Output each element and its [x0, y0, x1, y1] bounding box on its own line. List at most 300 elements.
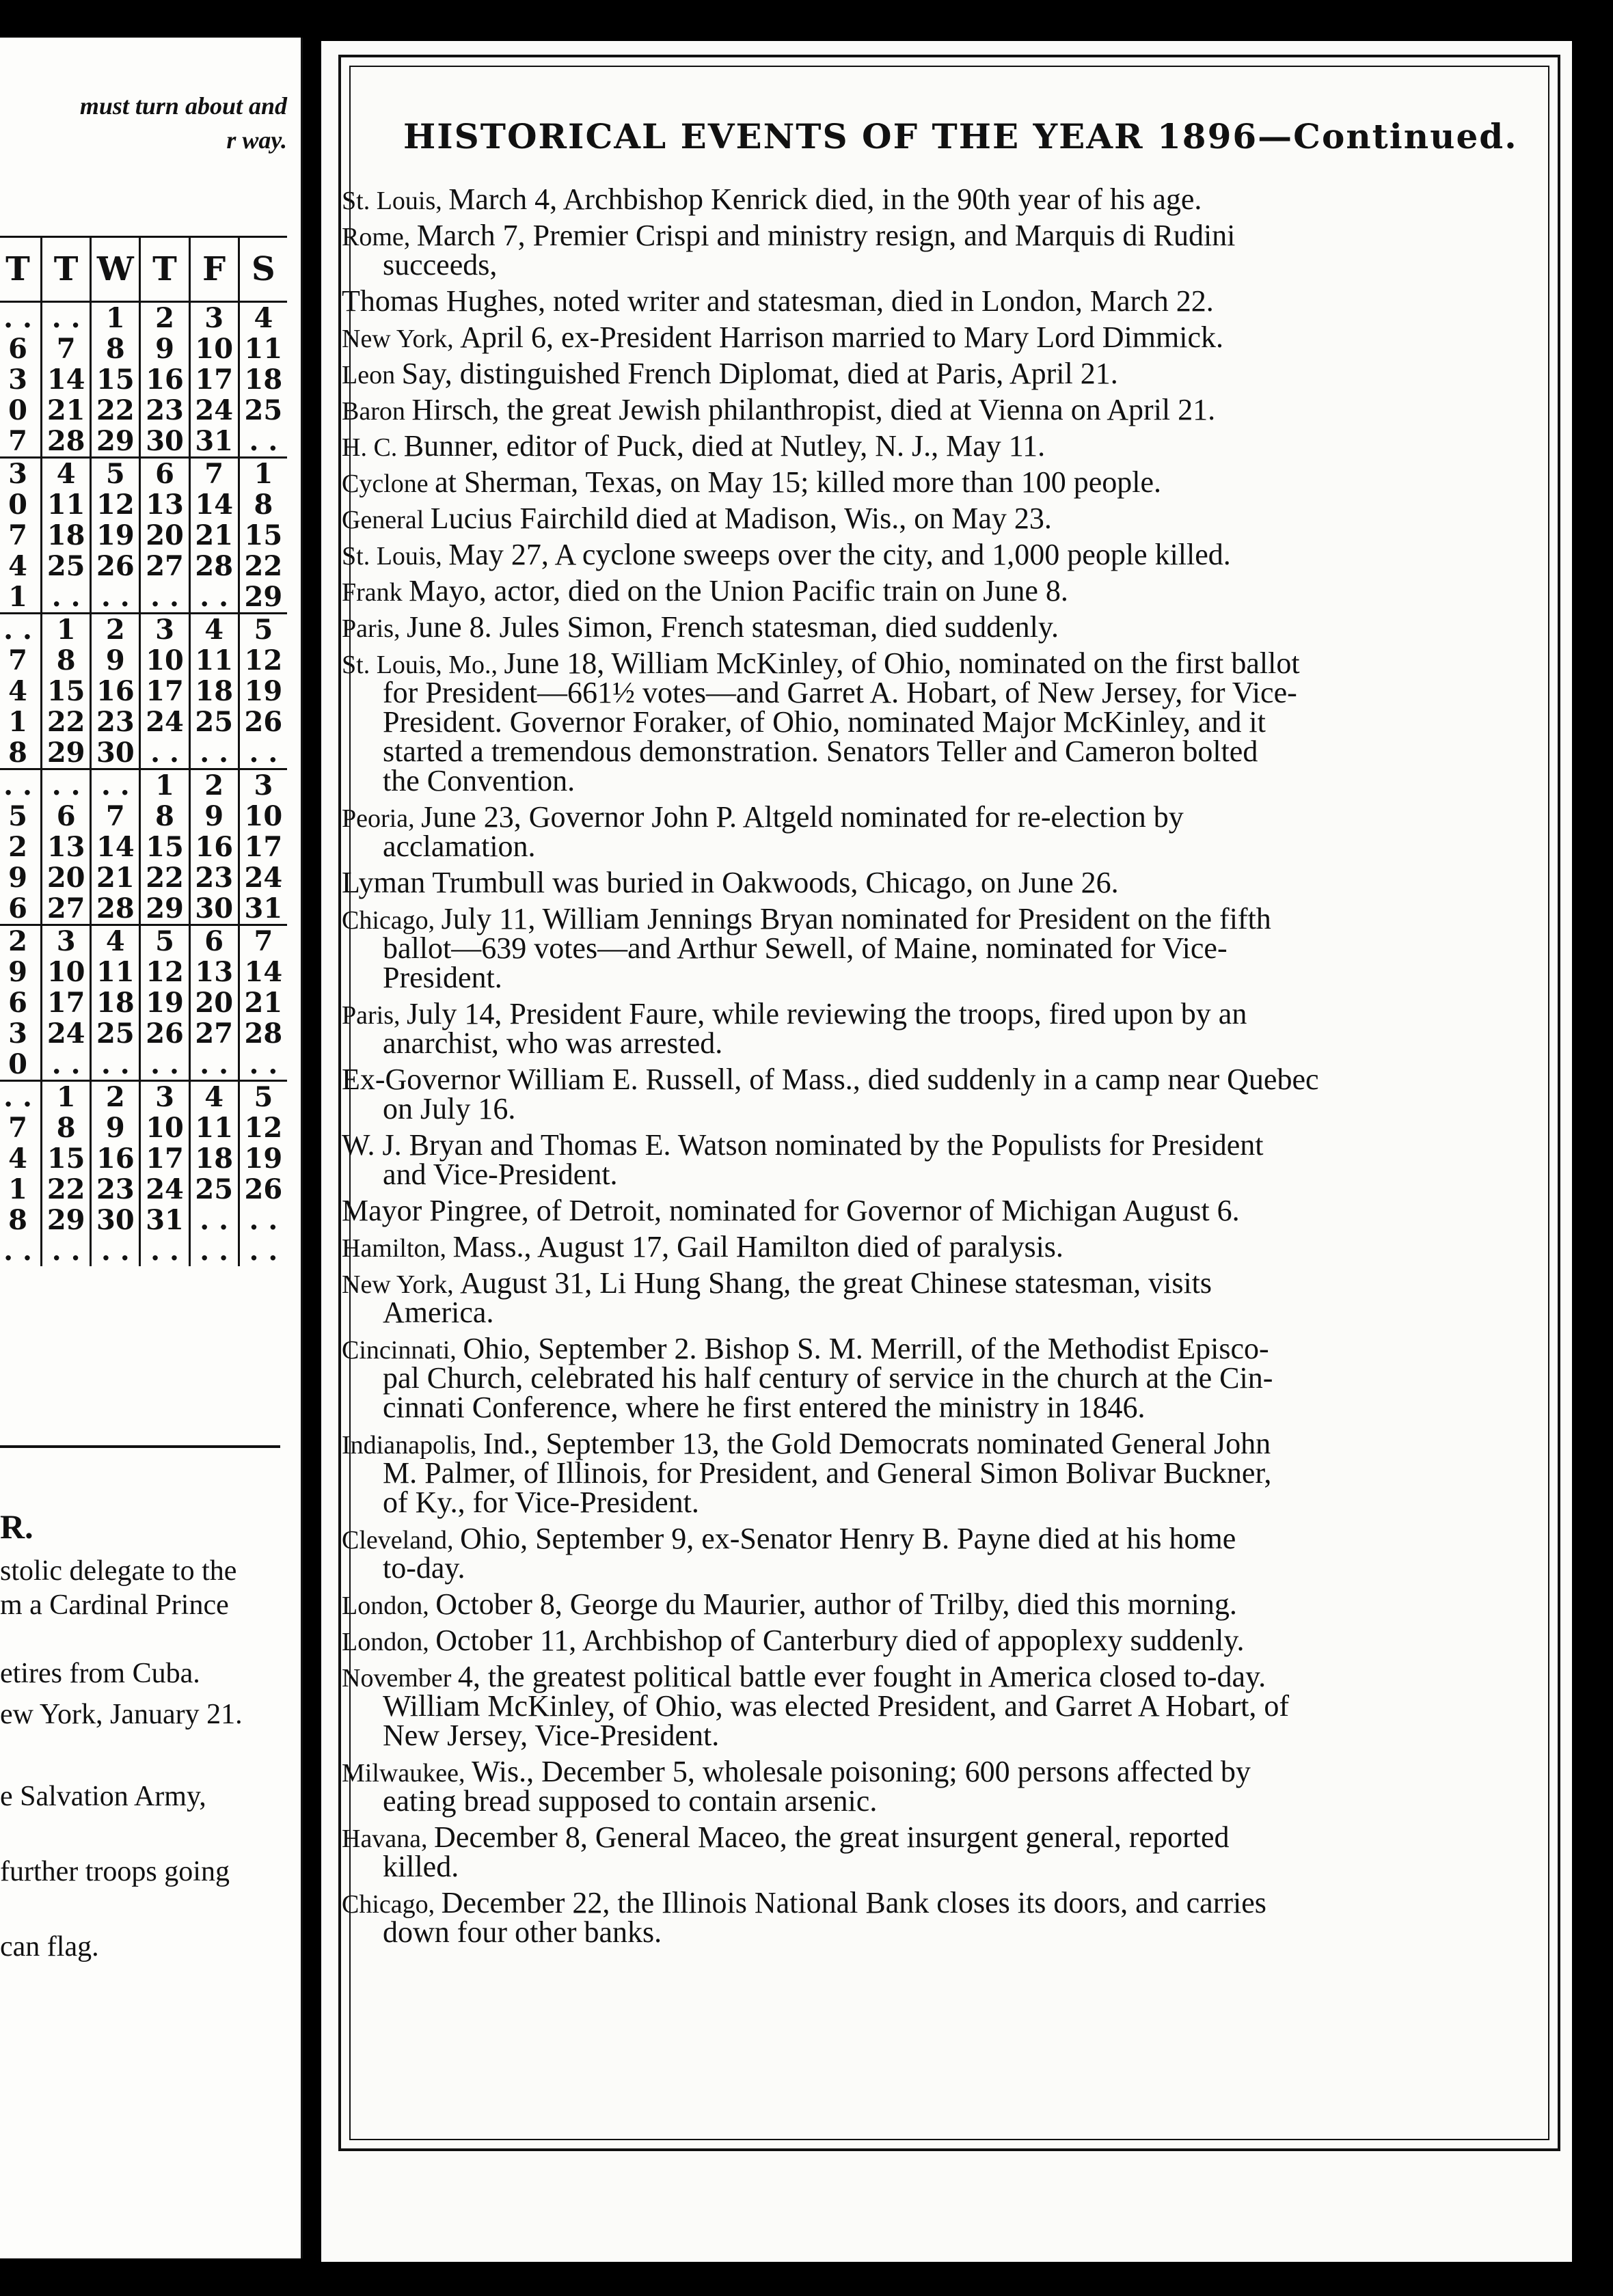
calendar-week-row	[0, 676, 287, 707]
calendar-day-cell: 15	[42, 1143, 91, 1174]
event-text: Ind., September 13, the Gold Democrats nominated General John	[483, 1427, 1271, 1460]
calendar-week-row	[0, 645, 287, 676]
event-line	[342, 1626, 1244, 1657]
calendar-day-cell: 25	[91, 1018, 140, 1049]
calendar-week-row	[0, 1235, 287, 1266]
calendar-day-cell: 22	[239, 551, 287, 582]
calendar-day-cell: . .	[91, 582, 140, 614]
calendar-day-cell: 27	[140, 551, 189, 582]
calendar-day-cell: 12	[239, 645, 287, 676]
calendar-day-cell: 15	[140, 832, 189, 862]
calendar-day-cell: 11	[189, 645, 239, 676]
calendar-day-cell: 8	[239, 489, 287, 520]
event-place: New York,	[342, 1270, 461, 1299]
calendar-day-header: S	[239, 237, 287, 302]
calendar-day-cell: 25	[189, 707, 239, 737]
calendar-day-cell: 9	[189, 801, 239, 832]
event-place: Chicago,	[342, 1890, 442, 1919]
calendar-day-cell: . .	[91, 769, 140, 802]
calendar-week-row	[0, 957, 287, 987]
event-place: London,	[342, 1591, 436, 1620]
event-continuation-line	[383, 737, 1258, 767]
calendar-day-cell: 28	[42, 426, 91, 458]
calendar-week-row	[0, 520, 287, 551]
calendar-day-cell: 8	[42, 645, 91, 676]
calendar-day-cell: 6	[140, 458, 189, 490]
event-line	[342, 612, 1059, 644]
event-line	[342, 1065, 1319, 1095]
event-text: Thomas Hughes, noted writer and statesman, died in London, March 22.	[342, 284, 1214, 318]
calendar-day-cell: 15	[239, 520, 287, 551]
left-page	[0, 38, 303, 2258]
calendar-day-cell: 21	[239, 987, 287, 1018]
calendar-day-cell: 2	[189, 769, 239, 802]
calendar-week-row	[0, 893, 287, 925]
event-continuation-line	[383, 1160, 618, 1190]
left-text-line: e Salvation Army,	[0, 1781, 206, 1812]
calendar-week-row	[0, 862, 287, 893]
event-line	[342, 1822, 1229, 1854]
calendar-day-cell: . .	[0, 614, 42, 646]
event-text: M. Palmer, of Illinois, for President, and General Simon Bolivar Buckner,	[383, 1456, 1272, 1490]
calendar-day-header: F	[189, 237, 239, 302]
calendar-day-cell: . .	[42, 582, 91, 614]
calendar-day-cell: 13	[189, 957, 239, 987]
calendar-day-cell: 29	[140, 893, 189, 925]
event-text: for President—661½ votes—and Garret A. Hobart, of New Jersey, for Vice-	[383, 676, 1297, 709]
event-line	[342, 540, 1231, 571]
calendar-day-cell: 11	[189, 1112, 239, 1143]
calendar-day-cell: 17	[239, 832, 287, 862]
calendar-day-cell: 27	[189, 1018, 239, 1049]
left-header-line: r way.	[226, 126, 287, 154]
event-place: Baron	[342, 397, 412, 426]
calendar-day-cell: 3	[239, 769, 287, 802]
event-place: Leon	[342, 361, 402, 390]
calendar-day-cell: 11	[42, 489, 91, 520]
event-line	[342, 1130, 1264, 1160]
calendar-day-cell: 21	[91, 862, 140, 893]
calendar-day-cell: 11	[239, 333, 287, 364]
left-text-line: ew York, January 21.	[0, 1699, 243, 1730]
calendar-day-cell: 31	[140, 1205, 189, 1235]
calendar-day-cell: . .	[42, 769, 91, 802]
calendar-day-cell: 29	[91, 426, 140, 458]
calendar-day-cell: 23	[91, 707, 140, 737]
calendar-day-cell: 23	[140, 395, 189, 426]
calendar-week-row	[0, 801, 287, 832]
event-text: Wis., December 5, wholesale poisoning; 600 persons affected by	[471, 1755, 1251, 1788]
event-continuation-line	[383, 1458, 1271, 1488]
calendar-day-cell: 1	[42, 614, 91, 646]
calendar-day-cell: 3	[0, 1018, 42, 1049]
event-place: General	[342, 506, 431, 534]
event-text: Ex-Governor William E. Russell, of Mass., died suddenly in a camp near Quebec	[342, 1063, 1319, 1096]
calendar-day-cell: 29	[239, 582, 287, 614]
calendar-day-cell: 29	[42, 1205, 91, 1235]
calendar-week-row	[0, 707, 287, 737]
calendar-day-cell: 6	[0, 893, 42, 925]
calendar-day-header: T	[140, 237, 189, 302]
calendar-day-header: W	[91, 237, 140, 302]
calendar-day-cell: 8	[91, 333, 140, 364]
calendar-week-row	[0, 395, 287, 426]
event-place: Cyclone	[342, 469, 435, 498]
left-text-line: etires from Cuba.	[0, 1658, 200, 1689]
calendar-day-cell: 23	[189, 862, 239, 893]
calendar-day-header: T	[42, 237, 91, 302]
calendar-day-cell: 1	[0, 1174, 42, 1205]
calendar-day-cell: 24	[140, 707, 189, 737]
event-line	[342, 467, 1161, 499]
event-text: August 31, Li Hung Shang, the great Chinese statesman, visits	[460, 1266, 1212, 1300]
calendar-day-cell: 3	[0, 458, 42, 490]
event-text: Mass., August 17, Gail Hamilton died of paralysis.	[452, 1230, 1063, 1263]
calendar-week-row	[0, 832, 287, 862]
right-page	[321, 41, 1572, 2262]
calendar-day-cell: 10	[239, 801, 287, 832]
calendar-day-cell: 18	[189, 1143, 239, 1174]
event-place: Rome,	[342, 223, 417, 251]
calendar-day-cell: . .	[42, 302, 91, 334]
calendar-week-row	[0, 769, 287, 802]
event-continuation-line	[383, 766, 575, 796]
event-text: pal Church, celebrated his half century of service in the church at the Cin-	[383, 1361, 1273, 1395]
calendar-day-cell: 16	[91, 676, 140, 707]
calendar-day-cell: 9	[140, 333, 189, 364]
calendar-day-cell: 14	[189, 489, 239, 520]
calendar-week-row	[0, 1174, 287, 1205]
event-place: Frank	[342, 578, 409, 607]
left-text-line: stolic delegate to the	[0, 1555, 237, 1587]
event-text: cinnati Conference, where he first entered the ministry in 1846.	[383, 1391, 1146, 1424]
event-text: June 8. Jules Simon, French statesman, died suddenly.	[407, 610, 1059, 644]
calendar-day-cell: 24	[140, 1174, 189, 1205]
calendar-day-cell: . .	[91, 1049, 140, 1081]
calendar-table	[0, 236, 287, 1266]
event-place: London,	[342, 1628, 436, 1656]
calendar-day-cell: 28	[91, 893, 140, 925]
calendar-day-cell: 17	[42, 987, 91, 1018]
calendar-day-cell: 0	[0, 1049, 42, 1081]
left-text-line: m a Cardinal Prince	[0, 1589, 229, 1621]
event-text: eating bread supposed to contain arsenic.	[383, 1784, 878, 1818]
calendar-week-row	[0, 925, 287, 957]
calendar-week-row	[0, 551, 287, 582]
event-text: Mayor Pingree, of Detroit, nominated for Governor of Michigan August 6.	[342, 1194, 1240, 1227]
calendar-day-cell: . .	[0, 1081, 42, 1113]
event-text: June 18, William McKinley, of Ohio, nominated on the first ballot	[504, 646, 1300, 680]
calendar-day-cell: 3	[140, 614, 189, 646]
calendar-day-cell: 4	[239, 302, 287, 334]
event-place: Hamilton,	[342, 1234, 453, 1263]
calendar-day-cell: . .	[140, 1235, 189, 1266]
calendar-day-cell: 1	[42, 1081, 91, 1113]
calendar-day-cell: 28	[239, 1018, 287, 1049]
calendar-day-cell: 31	[239, 893, 287, 925]
calendar-day-cell: . .	[189, 1049, 239, 1081]
calendar-day-cell: . .	[0, 1235, 42, 1266]
page-title: HISTORICAL EVENTS OF THE YEAR 1896—Continued.	[403, 116, 1518, 156]
calendar-day-cell: . .	[189, 737, 239, 769]
event-line	[342, 868, 1119, 898]
calendar-day-cell: 25	[42, 551, 91, 582]
calendar-week-row	[0, 458, 287, 490]
calendar-day-cell: 8	[0, 737, 42, 769]
calendar-day-cell: 22	[42, 1174, 91, 1205]
event-place: Cleveland,	[342, 1526, 461, 1555]
calendar-day-cell: 10	[42, 957, 91, 987]
event-text: Lucius Fairchild died at Madison, Wis., on May 23.	[430, 502, 1052, 535]
calendar-day-cell: 9	[91, 1112, 140, 1143]
calendar-week-row	[0, 582, 287, 614]
calendar-day-cell: . .	[140, 1049, 189, 1081]
event-text: May 27, A cyclone sweeps over the city, and 1,000 people killed.	[448, 538, 1231, 571]
event-continuation-line	[383, 1363, 1273, 1393]
event-continuation-line	[383, 678, 1297, 708]
event-text: New Jersey, Vice-President.	[383, 1719, 720, 1752]
event-text: March 4, Archbishop Kenrick died, in the 90th year of his age.	[448, 182, 1202, 216]
calendar-day-cell: 19	[239, 676, 287, 707]
event-continuation-line	[383, 1786, 877, 1816]
calendar-day-cell: 2	[0, 925, 42, 957]
calendar-day-cell: 2	[91, 614, 140, 646]
calendar-day-cell: 7	[0, 1112, 42, 1143]
calendar-day-cell: 6	[42, 801, 91, 832]
calendar-week-row	[0, 1049, 287, 1081]
calendar-day-cell: 10	[189, 333, 239, 364]
event-line	[342, 395, 1215, 426]
calendar-day-cell: 16	[189, 832, 239, 862]
event-place: Peoria,	[342, 804, 422, 833]
calendar-day-cell: 9	[0, 957, 42, 987]
calendar-day-cell: 4	[0, 676, 42, 707]
event-text: President. Governor Foraker, of Ohio, nominated Major McKinley, and it	[383, 705, 1266, 739]
event-continuation-line	[383, 963, 502, 993]
calendar-day-cell: 24	[189, 395, 239, 426]
calendar-day-cell: 7	[189, 458, 239, 490]
calendar-day-cell: 11	[91, 957, 140, 987]
left-header-line: must turn about and	[79, 92, 287, 120]
calendar-day-cell: 26	[140, 1018, 189, 1049]
event-line	[342, 431, 1045, 463]
calendar-day-cell: 21	[42, 395, 91, 426]
calendar-day-cell: 7	[0, 426, 42, 458]
left-text-line: further troops going	[0, 1856, 230, 1887]
calendar-day-cell: . .	[189, 1235, 239, 1266]
event-text: W. J. Bryan and Thomas E. Watson nominated by the Populists for President	[342, 1128, 1264, 1162]
calendar-week-row	[0, 1112, 287, 1143]
calendar-day-cell: 29	[42, 737, 91, 769]
event-place: St. Louis, Mo.,	[342, 651, 504, 679]
left-section-title: R.	[0, 1507, 33, 1546]
calendar-day-cell: 14	[91, 832, 140, 862]
calendar-day-cell: 1	[140, 769, 189, 802]
calendar-day-cell: 31	[189, 426, 239, 458]
calendar-day-header: T	[0, 237, 42, 302]
event-continuation-line	[383, 1028, 722, 1058]
calendar-week-row	[0, 364, 287, 395]
calendar-day-cell: 3	[42, 925, 91, 957]
event-text: October 8, George du Maurier, author of Trilby, died this morning.	[435, 1587, 1237, 1621]
calendar-day-cell: 20	[189, 987, 239, 1018]
event-line	[342, 576, 1068, 607]
calendar-day-cell: 4	[0, 551, 42, 582]
event-text: succeeds,	[383, 248, 498, 282]
calendar-day-cell: 30	[91, 1205, 140, 1235]
event-continuation-line	[383, 1553, 465, 1583]
event-continuation-line	[383, 1852, 459, 1882]
calendar-day-cell: 2	[140, 302, 189, 334]
event-text: killed.	[383, 1850, 459, 1883]
calendar-day-cell: 15	[42, 676, 91, 707]
calendar-day-cell: 26	[239, 1174, 287, 1205]
calendar-day-cell: 0	[0, 395, 42, 426]
calendar-day-cell: 7	[0, 520, 42, 551]
event-text: started a tremendous demonstration. Senators Teller and Cameron bolted	[383, 735, 1258, 768]
event-text: the Convention.	[383, 764, 575, 797]
event-place: Cincinnati,	[342, 1336, 463, 1365]
calendar-day-cell: . .	[42, 1235, 91, 1266]
calendar-day-cell: 17	[140, 1143, 189, 1174]
calendar-day-cell: . .	[239, 1049, 287, 1081]
calendar-day-cell: 17	[140, 676, 189, 707]
event-text: acclamation.	[383, 830, 536, 863]
calendar-day-cell: 6	[0, 333, 42, 364]
event-line	[342, 1524, 1236, 1555]
calendar-day-cell: 18	[239, 364, 287, 395]
calendar-day-cell: 5	[91, 458, 140, 490]
calendar-day-cell: 12	[140, 957, 189, 987]
calendar-day-cell: 7	[239, 925, 287, 957]
calendar-day-cell: 4	[42, 458, 91, 490]
calendar-bottom-rule	[0, 1445, 280, 1448]
calendar-day-cell: 3	[140, 1081, 189, 1113]
calendar-day-cell: 4	[189, 1081, 239, 1113]
calendar-week-row	[0, 737, 287, 769]
event-text: December 8, General Maceo, the great insurgent general, reported	[434, 1820, 1230, 1854]
calendar-day-cell: . .	[239, 737, 287, 769]
calendar-day-cell: 16	[91, 1143, 140, 1174]
calendar-day-cell: 2	[91, 1081, 140, 1113]
event-text: June 23, Governor John P. Altgeld nominated for re-election by	[421, 800, 1184, 834]
event-text: April 6, ex-President Harrison married to Mary Lord Dimmick.	[460, 320, 1223, 354]
event-text: at Sherman, Texas, on May 15; killed more than 100 people.	[435, 465, 1162, 499]
calendar-day-cell: 26	[91, 551, 140, 582]
calendar-day-cell: 19	[91, 520, 140, 551]
event-text: Lyman Trumbull was buried in Oakwoods, Chicago, on June 26.	[342, 866, 1119, 899]
event-text: down four other banks.	[383, 1915, 662, 1949]
event-place: November	[342, 1664, 458, 1693]
event-line	[342, 1196, 1240, 1226]
event-text: President.	[383, 961, 502, 994]
calendar-day-cell: 18	[91, 987, 140, 1018]
event-place: Paris,	[342, 1001, 407, 1030]
calendar-day-cell: 20	[140, 520, 189, 551]
calendar-day-cell: 8	[42, 1112, 91, 1143]
calendar-day-cell: 21	[189, 520, 239, 551]
event-text: and Vice-President.	[383, 1158, 618, 1191]
calendar-day-cell: . .	[189, 582, 239, 614]
calendar-week-row	[0, 614, 287, 646]
calendar-day-cell: 9	[0, 862, 42, 893]
event-text: of Ky., for Vice-President.	[383, 1486, 699, 1519]
calendar-week-row	[0, 489, 287, 520]
left-text-line: can flag.	[0, 1931, 99, 1963]
calendar-day-cell: 23	[91, 1174, 140, 1205]
calendar-day-cell: 22	[140, 862, 189, 893]
calendar-day-cell: 28	[189, 551, 239, 582]
calendar-day-cell: 4	[189, 614, 239, 646]
calendar-day-cell: 5	[239, 614, 287, 646]
calendar-day-cell: 18	[189, 676, 239, 707]
event-text: to-day.	[383, 1551, 465, 1585]
calendar-day-cell: 5	[239, 1081, 287, 1113]
calendar-day-cell: 7	[0, 645, 42, 676]
calendar-day-cell: 1	[91, 302, 140, 334]
calendar-day-cell: 0	[0, 489, 42, 520]
event-continuation-line	[383, 1298, 493, 1328]
event-line	[342, 320, 1223, 354]
event-text: Ohio, September 9, ex-Senator Henry B. Payne died at his home	[460, 1522, 1236, 1555]
event-text: October 11, Archbishop of Canterbury died of appoplexy suddenly.	[435, 1624, 1245, 1657]
calendar-day-cell: . .	[189, 1205, 239, 1235]
event-text: 4, the greatest political battle ever fought in America closed to-day.	[457, 1660, 1266, 1693]
event-place: Havana,	[342, 1824, 435, 1853]
calendar-day-cell: 5	[140, 925, 189, 957]
calendar-week-row	[0, 1081, 287, 1113]
event-line	[342, 184, 1202, 216]
calendar-week-row	[0, 987, 287, 1018]
calendar-day-cell: 19	[140, 987, 189, 1018]
calendar-week-row	[0, 1143, 287, 1174]
calendar-day-cell: 4	[0, 1143, 42, 1174]
calendar-day-cell: . .	[140, 582, 189, 614]
event-text: anarchist, who was arrested.	[383, 1026, 723, 1060]
calendar-day-cell: 3	[189, 302, 239, 334]
event-continuation-line	[383, 1917, 662, 1948]
calendar-day-cell: 22	[91, 395, 140, 426]
calendar-week-row	[0, 333, 287, 364]
calendar-week-row	[0, 1018, 287, 1049]
event-continuation-line	[383, 1721, 719, 1751]
calendar-day-cell: 30	[189, 893, 239, 925]
calendar-day-cell: 18	[42, 520, 91, 551]
calendar-week-row	[0, 426, 287, 458]
event-line	[342, 504, 1052, 535]
event-text: December 22, the Illinois National Bank closes its doors, and carries	[441, 1886, 1266, 1919]
event-continuation-line	[383, 1691, 1289, 1721]
calendar-day-cell: 17	[189, 364, 239, 395]
event-place: St. Louis,	[342, 542, 449, 571]
calendar-day-cell: . .	[91, 1235, 140, 1266]
calendar-day-cell: 9	[91, 645, 140, 676]
calendar-day-cell: 14	[42, 364, 91, 395]
event-continuation-line	[383, 1393, 1146, 1423]
calendar-day-cell: 22	[42, 707, 91, 737]
calendar-day-cell: 1	[0, 707, 42, 737]
event-place: Indianapolis,	[342, 1431, 483, 1460]
event-continuation-line	[383, 933, 1228, 964]
event-place: Paris,	[342, 614, 407, 643]
event-line	[342, 359, 1118, 390]
calendar-day-cell: 26	[239, 707, 287, 737]
calendar-day-cell: 12	[239, 1112, 287, 1143]
calendar-day-cell: 19	[239, 1143, 287, 1174]
calendar-day-cell: 7	[91, 801, 140, 832]
calendar-day-cell: 20	[42, 862, 91, 893]
event-continuation-line	[383, 707, 1266, 737]
